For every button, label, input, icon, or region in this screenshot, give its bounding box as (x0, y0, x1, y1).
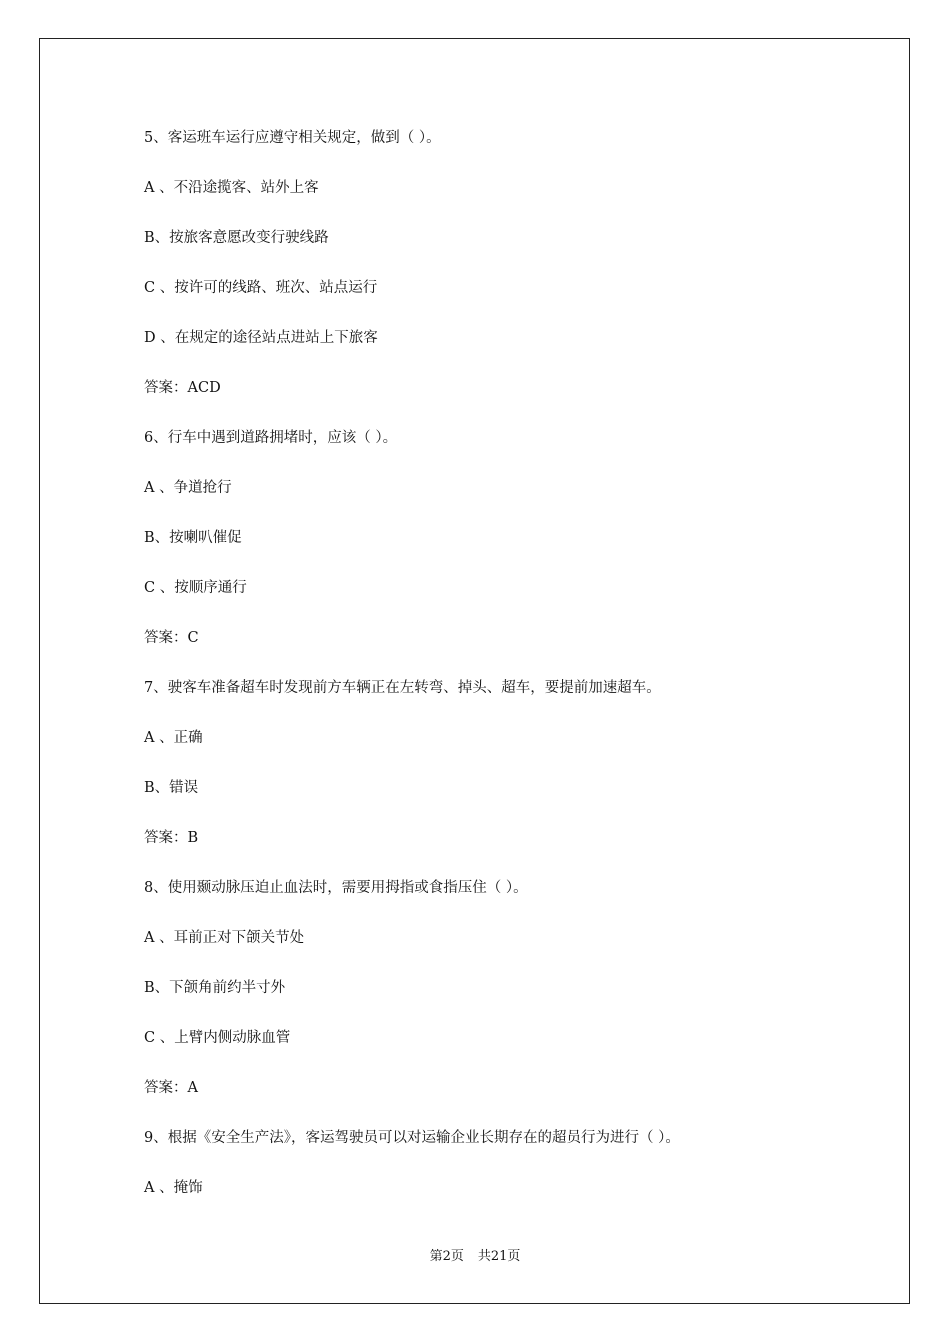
document-body (144, 124, 864, 1224)
option-7a: A 、正确 (144, 730, 203, 746)
question-8: 8、使用颞动脉压迫止血法时，需要用拇指或食指压住（ ）。 (144, 880, 528, 896)
answer-6: 答案：C (144, 630, 199, 646)
option-6b: B、按喇叭催促 (144, 530, 242, 546)
question-6: 6、行车中遇到道路拥堵时，应该（ ）。 (144, 430, 398, 446)
answer-8: 答案：A (144, 1080, 198, 1096)
total-pages: 共21页 (477, 1249, 521, 1264)
option-7b: B、错误 (144, 780, 199, 796)
option-9a: A 、掩饰 (144, 1180, 203, 1196)
option-8c: C 、上臂内侧动脉血管 (144, 1030, 291, 1046)
option-5d: D 、在规定的途径站点进站上下旅客 (144, 330, 378, 346)
answer-7: 答案：B (144, 830, 199, 846)
page-number: 第2页 (429, 1249, 464, 1264)
option-5a: A 、不沿途揽客、站外上客 (144, 180, 319, 196)
question-5: 5、客运班车运行应遵守相关规定，做到（ ）。 (144, 130, 441, 146)
option-6c: C 、按顺序通行 (144, 580, 247, 596)
question-7: 7、驶客车准备超车时发现前方车辆正在左转弯、掉头、超车，要提前加速超车。 (144, 680, 661, 696)
page-footer (0, 1247, 950, 1267)
option-8a: A 、耳前正对下颌关节处 (144, 930, 305, 946)
option-5c: C 、按许可的线路、班次、站点运行 (144, 280, 378, 296)
option-6a: A 、争道抢行 (144, 480, 232, 496)
option-8b: B、下颌角前约半寸外 (144, 980, 286, 996)
answer-5: 答案：ACD (144, 380, 221, 396)
option-5b: B、按旅客意愿改变行驶线路 (144, 230, 329, 246)
question-9: 9、根据《安全生产法》，客运驾驶员可以对运输企业长期存在的超员行为进行（ ）。 (144, 1130, 680, 1146)
